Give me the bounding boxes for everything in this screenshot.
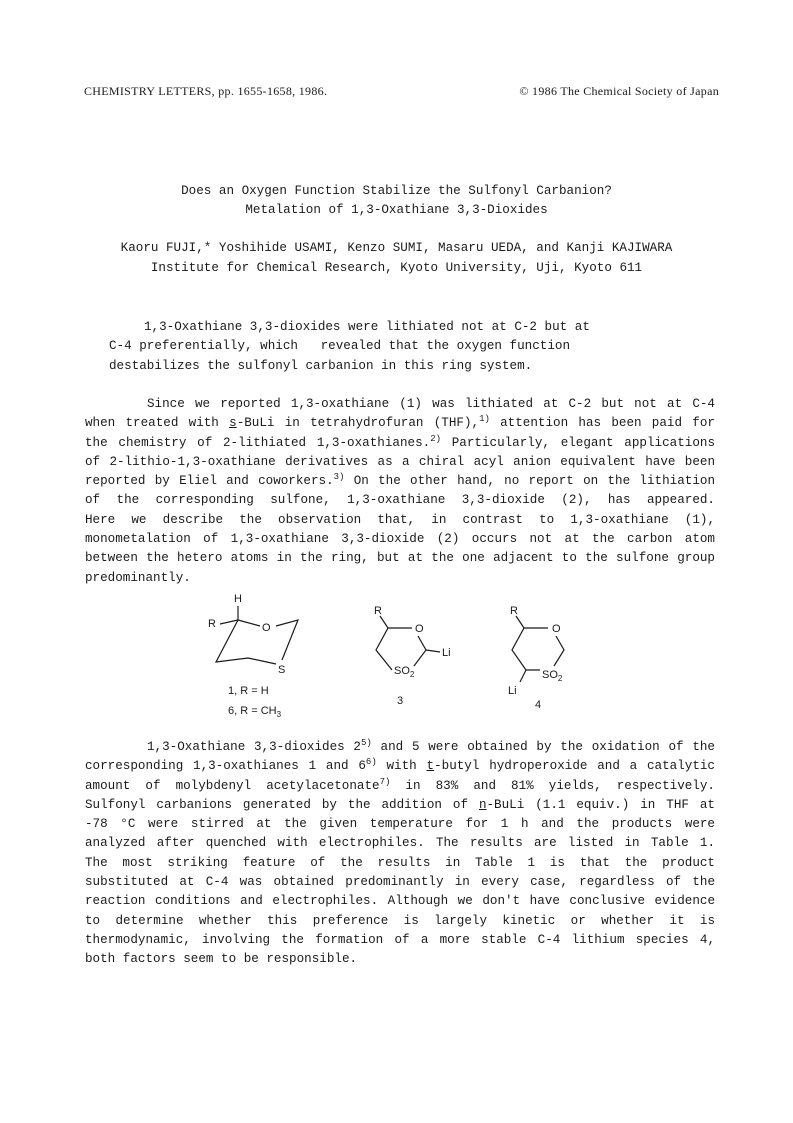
structure-figure [190, 590, 610, 720]
abstract-line: 1,3-Oxathiane 3,3-dioxides were lithiated not at C-2 but at [144, 320, 590, 334]
compound-label-6: 6, $R = CH_3$ [228, 705, 282, 719]
atom-li: Li [508, 685, 517, 697]
title-line-2: Metalation of 1,3-Oxathiane 3,3-Dioxides [245, 203, 548, 217]
bond [512, 628, 540, 670]
bond [220, 620, 238, 624]
text-line: Sulfonyl carbanions generated by the addition of n-BuLi (1.1 equiv.) in THF at [85, 797, 715, 812]
paragraph-results [85, 738, 715, 970]
text-line: of the corresponding sulfone, 1,3-oxathiane 3,3-dioxide (2), has appeared. [85, 493, 715, 508]
abstract-line: C-4 preferentially, which revealed that the oxygen function [109, 339, 571, 354]
bond [238, 620, 260, 626]
bond [426, 650, 440, 652]
bond [554, 636, 564, 666]
atom-o: O [262, 622, 271, 634]
text-line: reported by Eliel and coworkers.$^{3)}$ On the other hand, no report on the lithiation [85, 472, 715, 489]
structure-1 [208, 593, 298, 719]
affiliation: Institute for Chemical Research, Kyoto University, Uji, Kyoto 611 [150, 261, 643, 275]
compound-label-4: 4 [535, 699, 542, 711]
text-line: reaction conditions and electrophiles. Although we don't have conclusive evidence [85, 894, 715, 909]
text-line: predominantly. [85, 570, 191, 585]
abstract [109, 318, 634, 376]
text-line: between the hetero atoms in the ring, but at the one adjacent to the sulfone group [85, 551, 715, 566]
copyright-notice: © 1986 The Chemical Society of Japan [519, 84, 719, 98]
text-line: the chemistry of 2-lithiated 1,3-oxathianes.$^{2)}$ Particularly, elegant applications [85, 433, 716, 450]
author-list: Kaoru FUJI,* Yoshihide USAMI, Kenzo SUMI, Masaru UEDA, and Kanji KAJIWARA [120, 241, 673, 255]
abstract-line: destabilizes the sulfonyl carbanion in this ring system. [109, 358, 533, 373]
bond [414, 636, 426, 666]
text-line: substituted at C-4 was obtained predominantly in every case, regardless of the [85, 875, 715, 890]
text-line: corresponding 1,3-oxathianes 1 and 6$^{6)}$ with t-butyl hydroperoxide and a catalytic [85, 757, 715, 774]
compound-label-3: 3 [397, 695, 404, 707]
atom-h: H [234, 593, 242, 605]
text-line: 1,3-Oxathiane 3,3-dioxides 2$^{5)}$ and 5 were obtained by the oxidation of the [147, 738, 715, 754]
text-line: amount of molybdenyl acetylacetonate$^{7)}$ in 83% and 81% yields, respectively. [85, 776, 715, 793]
structure-4 [508, 605, 564, 711]
atom-r: R [510, 605, 518, 617]
text-line: Here we describe the observation that, in contrast to 1,3-oxathiane (1), [85, 512, 715, 527]
structure-3 [374, 605, 451, 707]
text-line: thermodynamic, involving the formation of a more stable C-4 lithium species 4, [85, 932, 715, 947]
atom-li: Li [442, 647, 451, 659]
text-line: of 2-lithio-1,3-oxathiane derivatives as a chiral acyl anion equivalent have been [85, 454, 715, 469]
text-line: analyzed after quenched with electrophiles. The results are listed in Table 1. [85, 836, 715, 851]
text-line: -78 °C were stirred at the given temperature for 1 h and the products were [85, 817, 715, 832]
text-line: monometalation of 1,3-oxathiane 3,3-dioxide (2) occurs not at the carbon atom [85, 532, 715, 547]
bond [380, 616, 388, 628]
compound-label-1: 1, R = H [228, 685, 269, 697]
bond [376, 628, 392, 670]
title-line-1: Does an Oxygen Function Stabilize the Sulfonyl Carbanion? [181, 184, 612, 198]
bond [516, 616, 524, 628]
text-line: to determine whether this preference is largely kinetic or whether it is [85, 913, 715, 928]
atom-o: O [552, 623, 561, 635]
atom-s: S [278, 664, 286, 676]
bond [520, 670, 526, 682]
journal-citation: CHEMISTRY LETTERS, pp. 1655-1658, 1986. [84, 84, 328, 98]
atom-o: O [415, 623, 424, 635]
text-line: The most striking feature of the results in Table 1 is that the product [85, 855, 715, 870]
text-line: both factors seem to be responsible. [85, 952, 358, 967]
text-line: Since we reported 1,3-oxathiane (1) was lithiated at C-2 but not at C-4 [147, 397, 715, 411]
atom-r: R [374, 605, 382, 617]
text-line: when treated with s-BuLi in tetrahydrofuran (THF),$^{1)}$ attention has been paid for [85, 414, 715, 431]
atom-r: R [208, 618, 216, 630]
bond [276, 620, 298, 660]
paragraph-intro [85, 395, 715, 588]
sulfone-group: $SO_2$ [542, 669, 563, 683]
sulfone-group: $SO_2$ [394, 665, 415, 679]
